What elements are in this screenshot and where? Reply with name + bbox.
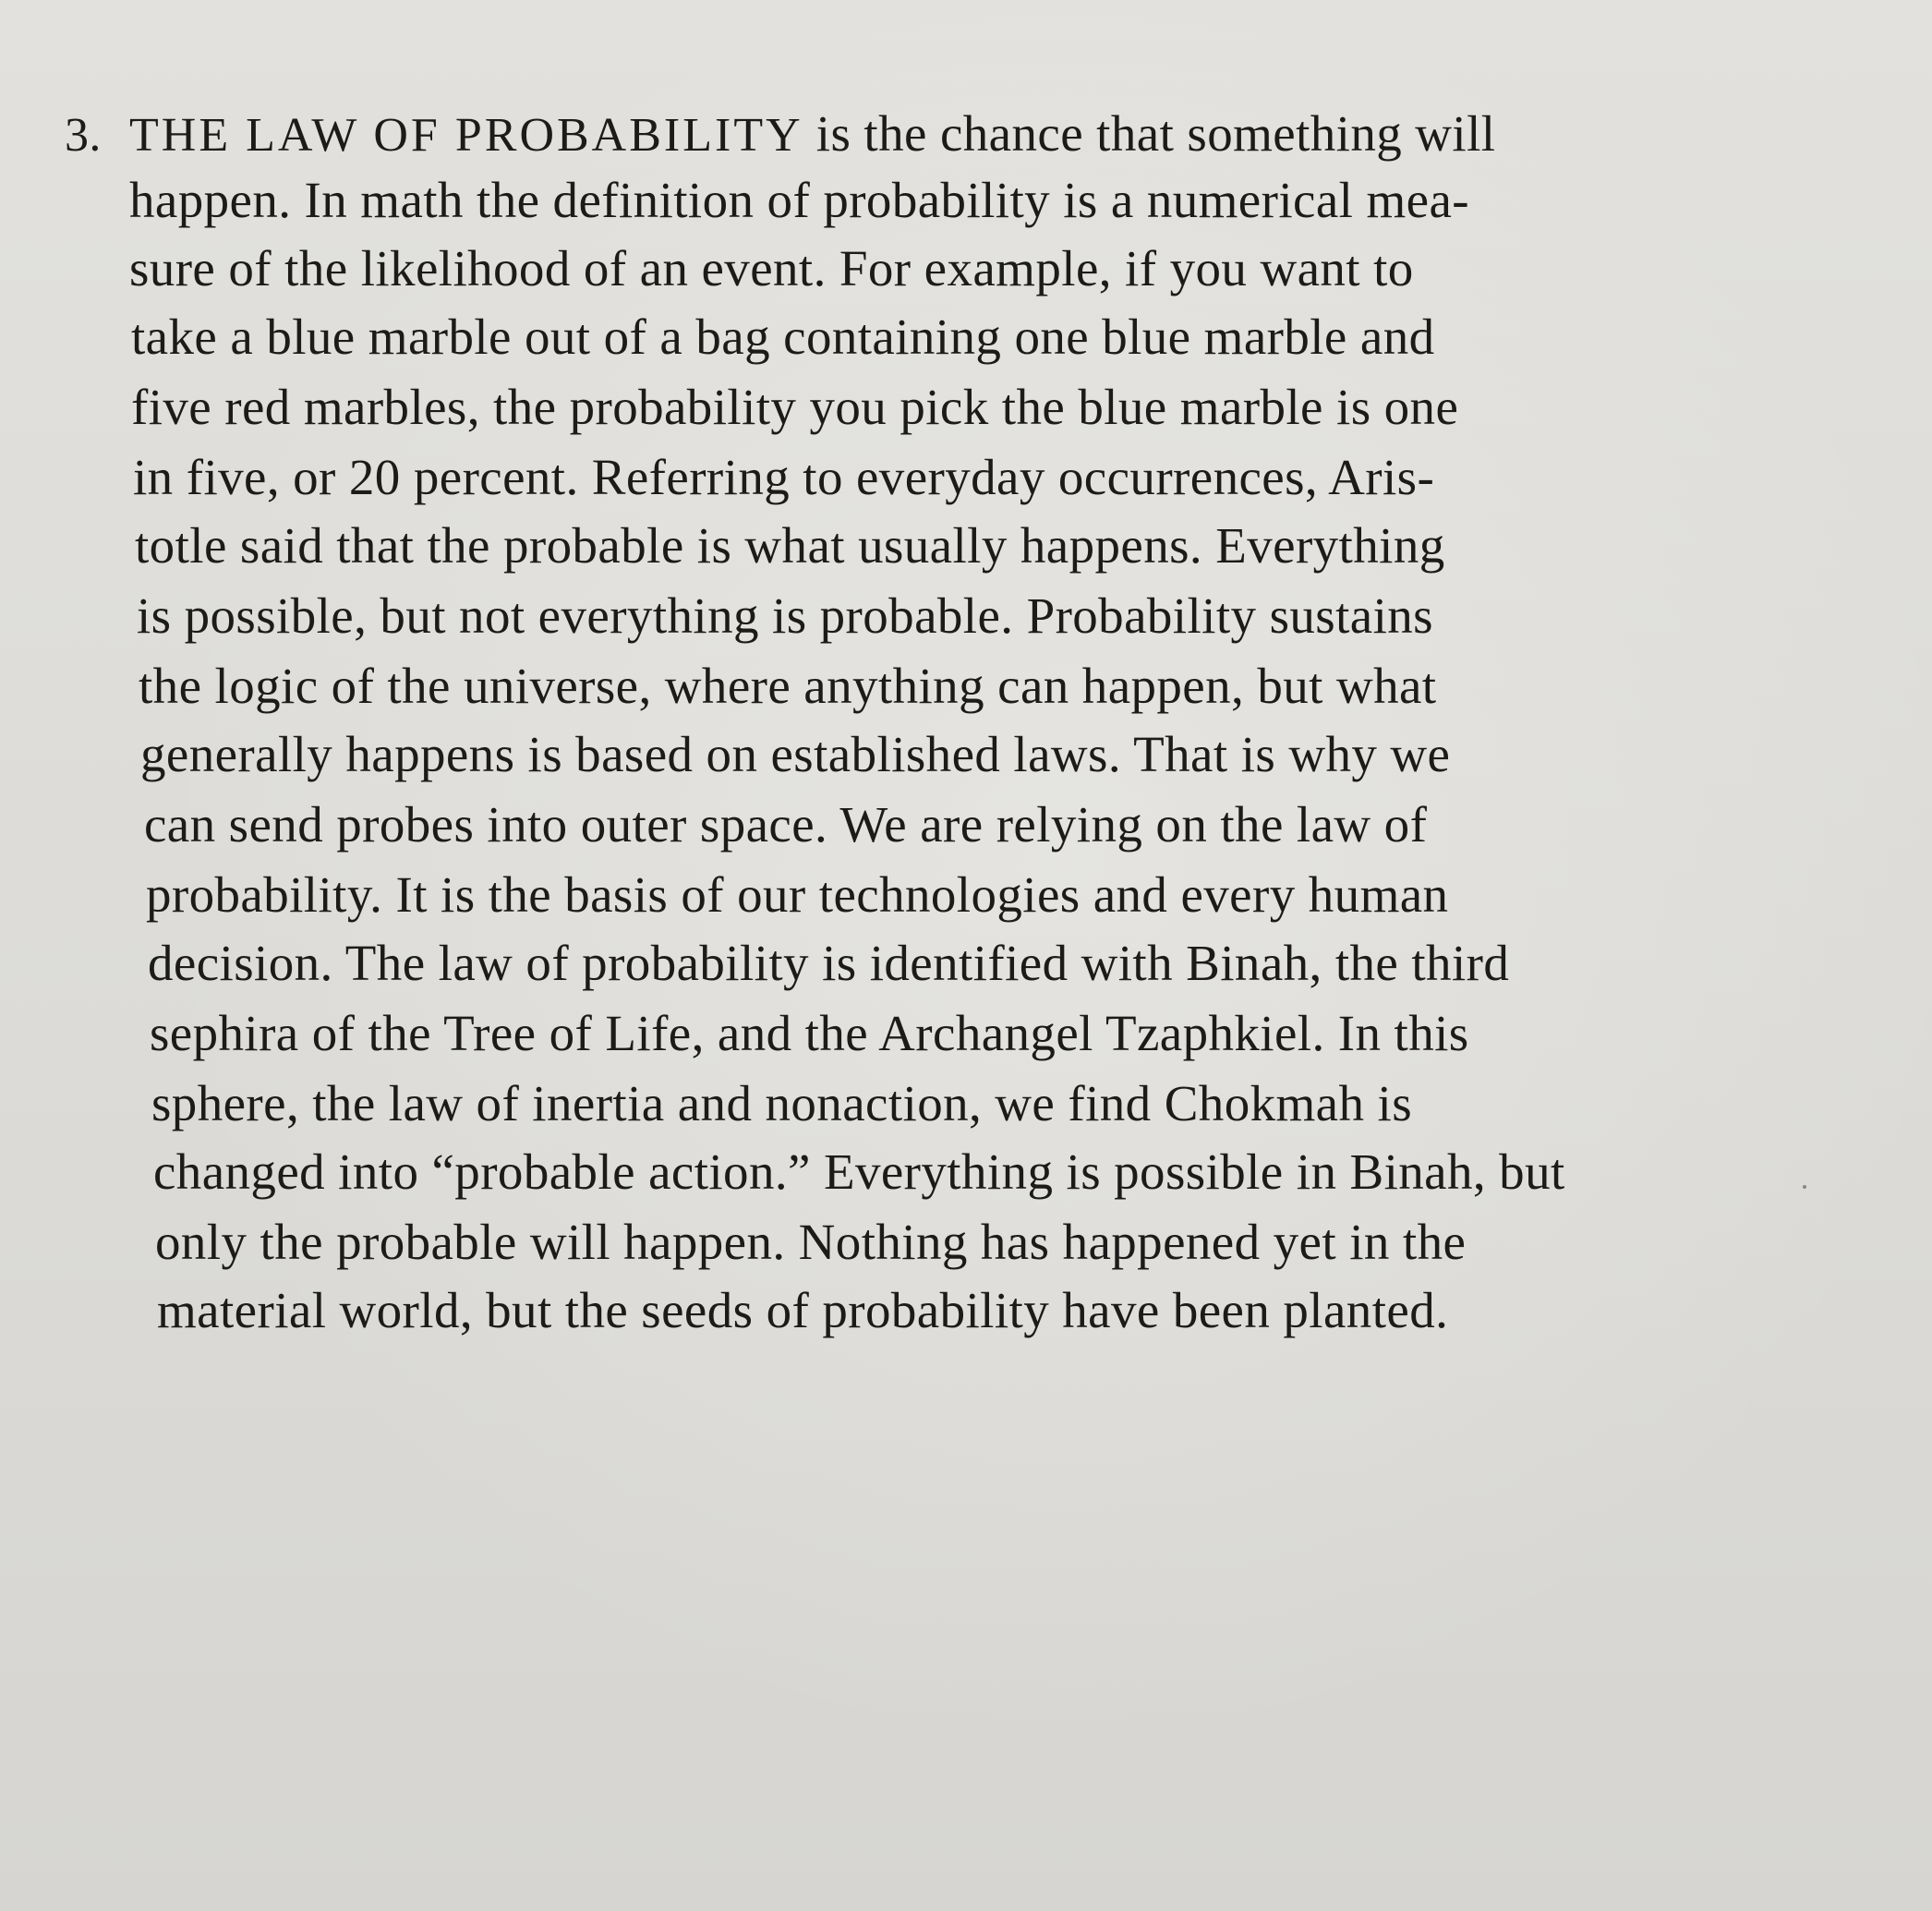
line-text: sephira of the Tree of Life, and the Archangel Tzaphkiel. In this <box>150 1005 1469 1061</box>
entry-number: 3. <box>65 109 102 162</box>
line-text: totle said that the probable is what usually happens. Everything <box>135 517 1445 574</box>
paper-speck <box>1803 1185 1806 1189</box>
text-line-14 <box>150 1001 1469 1066</box>
text-line-7 <box>135 514 1445 578</box>
line-text: probability. It is the basis of our technologies and every human <box>146 866 1449 923</box>
text-line-2 <box>129 168 1469 233</box>
line-text: sphere, the law of inertia and nonaction, we find Chokmah is <box>151 1075 1413 1131</box>
line-text: generally happens is based on established laws. That is why we <box>140 726 1451 782</box>
line-text: is the chance that something will <box>815 105 1496 162</box>
text-line-4 <box>131 305 1435 369</box>
text-line-9 <box>139 654 1436 719</box>
line-text: is possible, but not everything is probable. Probability sustains <box>137 587 1433 644</box>
text-line-1 <box>65 102 1495 168</box>
entry-heading: THE LAW OF PROBABILITY <box>129 109 803 162</box>
line-text: material world, but the seeds of probability have been planted. <box>157 1282 1449 1338</box>
text-line-8 <box>137 584 1433 648</box>
line-text: the logic of the universe, where anything can happen, but what <box>139 658 1437 714</box>
line-text: five red marbles, the probability you pick the blue marble is one <box>131 379 1459 435</box>
line-text: happen. In math the definition of probability is a numerical mea- <box>129 172 1469 228</box>
line-text: in five, or 20 percent. Referring to everyday occurrences, Aris- <box>133 449 1435 505</box>
line-text: sure of the likelihood of an event. For example, if you want to <box>129 240 1414 296</box>
text-line-17 <box>155 1210 1466 1275</box>
line-text: can send probes into outer space. We are relying on the law of <box>144 796 1428 853</box>
text-line-6 <box>133 445 1434 510</box>
text-line-13 <box>148 931 1509 996</box>
text-line-11 <box>144 792 1427 857</box>
line-text: take a blue marble out of a bag containing one blue marble and <box>131 308 1435 365</box>
line-text: changed into “probable action.” Everything is possible in Binah, but <box>153 1143 1565 1200</box>
text-line-3 <box>129 236 1414 301</box>
text-line-16 <box>153 1140 1565 1204</box>
text-line-5 <box>131 375 1458 440</box>
line-text: only the probable will happen. Nothing has happened yet in the <box>155 1214 1467 1270</box>
line-text: decision. The law of probability is identified with Binah, the third <box>148 935 1510 991</box>
text-line-10 <box>140 722 1450 787</box>
text-line-18 <box>157 1278 1448 1343</box>
text-line-12 <box>146 863 1448 927</box>
text-line-15 <box>151 1071 1412 1136</box>
